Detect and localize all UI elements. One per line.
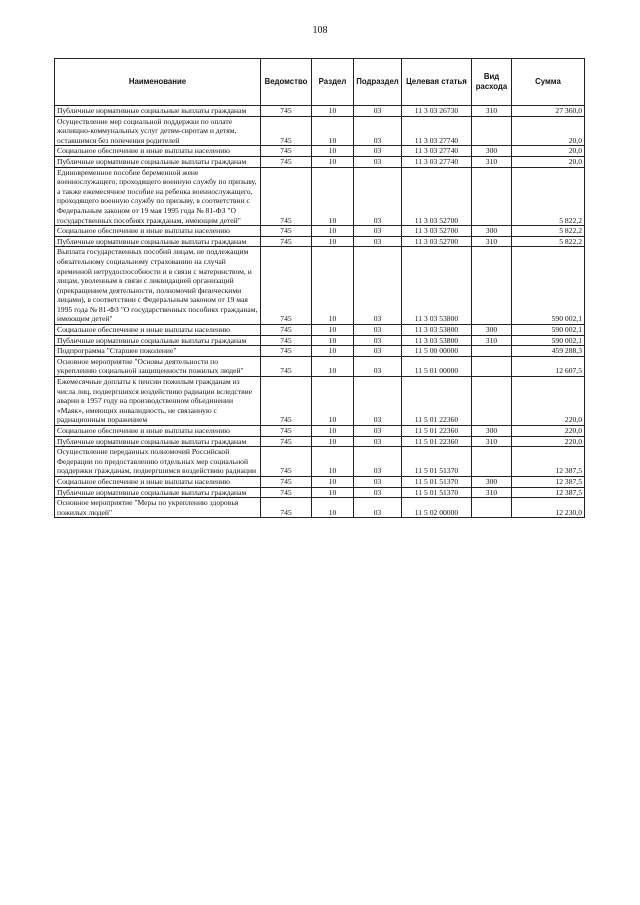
row-section: 10 xyxy=(312,156,354,167)
header-section: Раздел xyxy=(312,59,354,106)
table-row xyxy=(55,116,585,146)
table-row xyxy=(55,335,585,346)
row-section: 10 xyxy=(312,116,354,146)
table-row xyxy=(55,436,585,447)
row-section: 10 xyxy=(312,335,354,346)
row-exp-type xyxy=(472,447,512,477)
row-dept: 745 xyxy=(261,335,312,346)
row-section: 10 xyxy=(312,106,354,117)
row-subsection: 03 xyxy=(354,325,402,336)
row-target: 11 3 03 53800 xyxy=(402,335,472,346)
row-sum: 12 607,5 xyxy=(512,356,585,376)
row-subsection: 03 xyxy=(354,236,402,247)
table-row xyxy=(55,498,585,518)
row-sum: 459 288,3 xyxy=(512,346,585,357)
row-exp-type: 300 xyxy=(472,476,512,487)
row-exp-type: 310 xyxy=(472,156,512,167)
row-exp-type: 300 xyxy=(472,146,512,157)
row-name: Основное мероприятие "Основы деятельности по укреплению социальной защищенности пожилых людей" xyxy=(55,356,261,376)
row-target: 11 5 01 22360 xyxy=(402,426,472,437)
row-subsection: 03 xyxy=(354,146,402,157)
row-dept: 745 xyxy=(261,346,312,357)
row-section: 10 xyxy=(312,226,354,237)
row-dept: 745 xyxy=(261,167,312,226)
row-section: 10 xyxy=(312,356,354,376)
table-row xyxy=(55,226,585,237)
row-target: 11 5 01 51370 xyxy=(402,447,472,477)
row-name: Публичные нормативные социальные выплаты гражданам xyxy=(55,436,261,447)
row-target: 11 3 03 27740 xyxy=(402,116,472,146)
row-name: Социальное обеспечение и иные выплаты населению xyxy=(55,325,261,336)
header-target: Целевая статья xyxy=(402,59,472,106)
row-sum: 220,0 xyxy=(512,426,585,437)
row-exp-type: 310 xyxy=(472,436,512,447)
row-target: 11 3 03 53800 xyxy=(402,325,472,336)
row-subsection: 03 xyxy=(354,476,402,487)
row-section: 10 xyxy=(312,487,354,498)
row-dept: 745 xyxy=(261,476,312,487)
table-row xyxy=(55,156,585,167)
row-exp-type: 310 xyxy=(472,335,512,346)
row-sum: 27 360,0 xyxy=(512,106,585,117)
row-section: 10 xyxy=(312,247,354,325)
row-subsection: 03 xyxy=(354,426,402,437)
row-sum: 12 387,5 xyxy=(512,487,585,498)
row-name: Единовременное пособие беременной жене военнослужащего, проходящего военную службу по призыву, а также ежемесячное пособие на ребенка военнослужащего, проходящего военную службу по призыву, в соответствии с Федеральным законом от 19 мая 1995 года № 81-ФЗ "О государственных пособиях гражданам, имеющим детей" xyxy=(55,167,261,226)
row-target: 11 5 01 22360 xyxy=(402,436,472,447)
table-row xyxy=(55,356,585,376)
row-exp-type: 310 xyxy=(472,106,512,117)
row-target: 11 5 01 51370 xyxy=(402,487,472,498)
row-target: 11 3 03 26730 xyxy=(402,106,472,117)
row-dept: 745 xyxy=(261,436,312,447)
row-sum: 5 822,2 xyxy=(512,167,585,226)
row-subsection: 03 xyxy=(354,346,402,357)
row-name: Публичные нормативные социальные выплаты гражданам xyxy=(55,156,261,167)
row-sum: 20,0 xyxy=(512,146,585,157)
row-exp-type xyxy=(472,498,512,518)
row-dept: 745 xyxy=(261,106,312,117)
row-sum: 12 387,5 xyxy=(512,476,585,487)
header-dept: Ведомство xyxy=(261,59,312,106)
row-name: Социальное обеспечение и иные выплаты населению xyxy=(55,226,261,237)
row-target: 11 5 01 00000 xyxy=(402,356,472,376)
row-exp-type: 300 xyxy=(472,226,512,237)
row-dept: 745 xyxy=(261,156,312,167)
row-dept: 745 xyxy=(261,377,312,426)
header-name: Наименование xyxy=(55,59,261,106)
row-exp-type: 300 xyxy=(472,325,512,336)
row-section: 10 xyxy=(312,436,354,447)
row-exp-type xyxy=(472,356,512,376)
row-exp-type: 310 xyxy=(472,236,512,247)
row-dept: 745 xyxy=(261,116,312,146)
row-subsection: 03 xyxy=(354,335,402,346)
table-body xyxy=(55,106,585,518)
row-name: Публичные нормативные социальные выплаты гражданам xyxy=(55,106,261,117)
header-exp-type: Вид расхода xyxy=(472,59,512,106)
row-sum: 12 387,5 xyxy=(512,447,585,477)
row-target: 11 3 03 52700 xyxy=(402,236,472,247)
table-row xyxy=(55,377,585,426)
row-section: 10 xyxy=(312,236,354,247)
row-subsection: 03 xyxy=(354,487,402,498)
row-exp-type: 310 xyxy=(472,487,512,498)
row-dept: 745 xyxy=(261,325,312,336)
row-name: Выплата государственных пособий лицам, не подлежащим обязательному социальному страхованию на случай временной нетрудоспособности и в связи с материнством, и лицам, уволенным в связи с ликвидацией организаций (прекращением деятельности, полномочий физическими лицами), в соответствии с Федеральным законом от 19 мая 1995 года № 81-ФЗ "О государственных пособиях гражданам, имеющим детей" xyxy=(55,247,261,325)
row-dept: 745 xyxy=(261,356,312,376)
row-name: Осуществление переданных полномочий Российской Федерации по предоставлению отдельных мер социальной поддержки гражданам, подвергшимся воздействию радиации xyxy=(55,447,261,477)
row-name: Подпрограмма "Старшее поколение" xyxy=(55,346,261,357)
page-number: 108 xyxy=(312,25,328,36)
table-row xyxy=(55,106,585,117)
row-target: 11 3 03 27740 xyxy=(402,146,472,157)
row-sum: 12 230,0 xyxy=(512,498,585,518)
table-row xyxy=(55,146,585,157)
row-subsection: 03 xyxy=(354,447,402,477)
row-subsection: 03 xyxy=(354,247,402,325)
row-sum: 590 002,1 xyxy=(512,325,585,336)
row-sum: 20,0 xyxy=(512,156,585,167)
row-subsection: 03 xyxy=(354,116,402,146)
table-row xyxy=(55,325,585,336)
row-subsection: 03 xyxy=(354,377,402,426)
row-exp-type xyxy=(472,247,512,325)
row-dept: 745 xyxy=(261,426,312,437)
row-target: 11 5 00 00000 xyxy=(402,346,472,357)
row-name: Социальное обеспечение и иные выплаты населению xyxy=(55,426,261,437)
row-name: Публичные нормативные социальные выплаты гражданам xyxy=(55,236,261,247)
row-name: Социальное обеспечение и иные выплаты населению xyxy=(55,476,261,487)
row-subsection: 03 xyxy=(354,106,402,117)
row-sum: 220,0 xyxy=(512,377,585,426)
row-sum: 220,0 xyxy=(512,436,585,447)
table-row xyxy=(55,447,585,477)
row-target: 11 5 02 00000 xyxy=(402,498,472,518)
row-subsection: 03 xyxy=(354,156,402,167)
row-subsection: 03 xyxy=(354,356,402,376)
row-section: 10 xyxy=(312,146,354,157)
row-section: 10 xyxy=(312,377,354,426)
row-name: Ежемесячные доплаты к пенсии пожилым гражданам из числа лиц, подвергшихся воздействию радиации вследствие аварии в 1957 году на производственном объединении «Маяк», имеющих инвалидность, не связанную с радиационным поражением xyxy=(55,377,261,426)
row-exp-type xyxy=(472,167,512,226)
row-target: 11 5 01 51370 xyxy=(402,476,472,487)
row-name: Основное мероприятие "Меры по укреплению здоровья пожилых людей" xyxy=(55,498,261,518)
row-exp-type xyxy=(472,377,512,426)
row-dept: 745 xyxy=(261,498,312,518)
table-row xyxy=(55,476,585,487)
row-dept: 745 xyxy=(261,447,312,477)
row-dept: 745 xyxy=(261,247,312,325)
row-sum: 5 822,2 xyxy=(512,236,585,247)
row-name: Публичные нормативные социальные выплаты гражданам xyxy=(55,335,261,346)
row-subsection: 03 xyxy=(354,498,402,518)
row-subsection: 03 xyxy=(354,436,402,447)
row-target: 11 3 03 27740 xyxy=(402,156,472,167)
budget-table xyxy=(54,58,585,518)
row-sum: 590 002,1 xyxy=(512,335,585,346)
table-row xyxy=(55,167,585,226)
row-target: 11 3 03 52700 xyxy=(402,226,472,237)
table-header-row xyxy=(55,59,585,106)
row-name: Публичные нормативные социальные выплаты гражданам xyxy=(55,487,261,498)
table-row xyxy=(55,426,585,437)
header-subsection: Подраздел xyxy=(354,59,402,106)
row-subsection: 03 xyxy=(354,167,402,226)
row-name: Социальное обеспечение и иные выплаты населению xyxy=(55,146,261,157)
row-section: 10 xyxy=(312,346,354,357)
row-dept: 745 xyxy=(261,226,312,237)
row-dept: 745 xyxy=(261,146,312,157)
row-target: 11 3 03 52700 xyxy=(402,167,472,226)
row-exp-type: 300 xyxy=(472,426,512,437)
row-exp-type xyxy=(472,346,512,357)
table-row xyxy=(55,346,585,357)
row-dept: 745 xyxy=(261,487,312,498)
row-target: 11 3 03 53800 xyxy=(402,247,472,325)
row-section: 10 xyxy=(312,498,354,518)
row-section: 10 xyxy=(312,167,354,226)
row-exp-type xyxy=(472,116,512,146)
header-sum: Сумма xyxy=(512,59,585,106)
row-target: 11 5 01 22360 xyxy=(402,377,472,426)
table-row xyxy=(55,236,585,247)
row-name: Осуществление мер социальной поддержки по оплате жилищно-коммунальных услуг детям-сиротам и детям, оставшимся без попечения родителей xyxy=(55,116,261,146)
row-section: 10 xyxy=(312,325,354,336)
row-section: 10 xyxy=(312,447,354,477)
row-section: 10 xyxy=(312,476,354,487)
row-section: 10 xyxy=(312,426,354,437)
row-dept: 745 xyxy=(261,236,312,247)
row-subsection: 03 xyxy=(354,226,402,237)
table-row xyxy=(55,247,585,325)
row-sum: 20,0 xyxy=(512,116,585,146)
table-row xyxy=(55,487,585,498)
row-sum: 5 822,2 xyxy=(512,226,585,237)
row-sum: 590 002,1 xyxy=(512,247,585,325)
